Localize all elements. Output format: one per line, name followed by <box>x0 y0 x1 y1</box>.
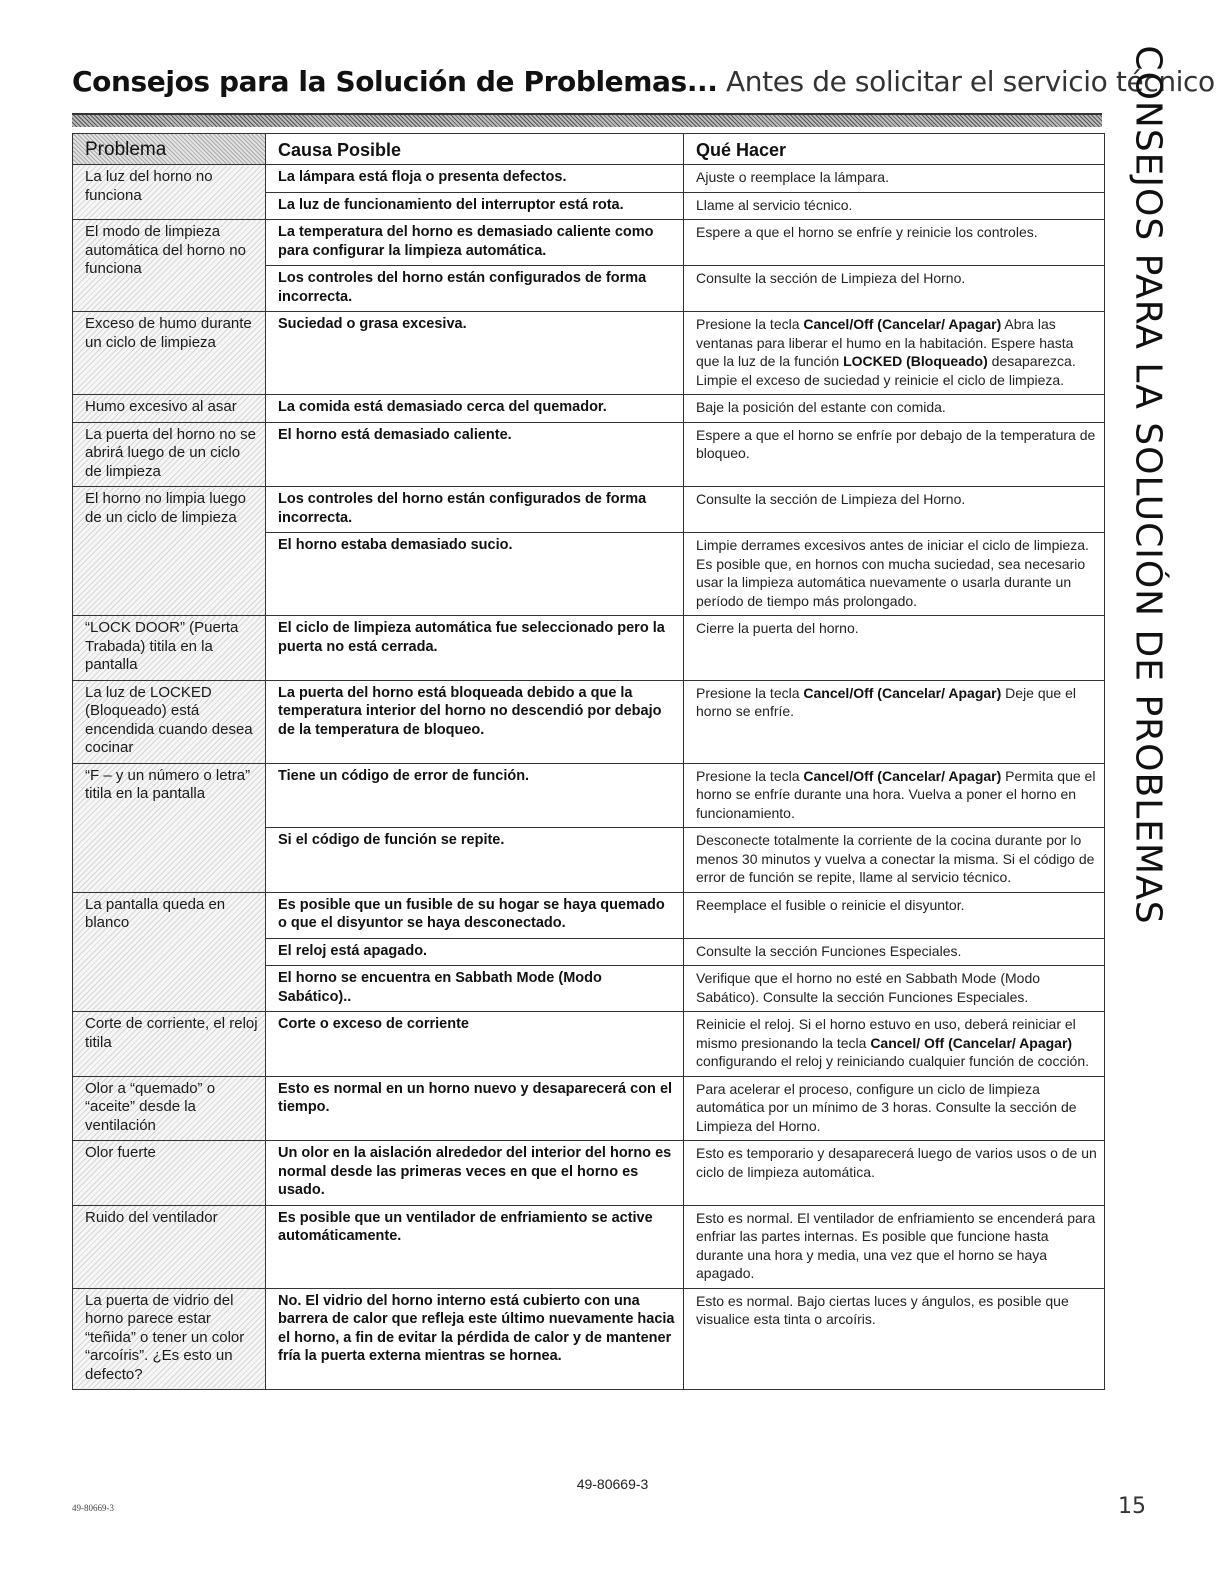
fix-text: Consulte la sección de Limpieza del Horno. <box>696 270 966 286</box>
fix-key-label: LOCKED (Bloqueado) <box>843 353 988 369</box>
problem-cell: “LOCK DOOR” (Puerta Trabada) titila en la pantalla <box>73 616 266 681</box>
side-tab <box>1118 45 1178 925</box>
doc-number: 49-80669-3 <box>576 1476 649 1492</box>
cause-cell: El reloj está apagado. <box>266 938 684 966</box>
fix-text: Esto es temporario y desaparecerá luego de varios usos o de un ciclo de limpieza automática. <box>696 1145 1097 1180</box>
cause-cell: La temperatura del horno es demasiado caliente como para configurar la limpieza automática. <box>266 220 684 266</box>
page-number: 15 <box>1118 1494 1146 1519</box>
fix-text: Desconecte totalmente la corriente de la cocina durante por lo menos 30 minutos y vuelva a conectar la misma. Si el código de error de función se repite, llame al servicio técnico. <box>696 832 1095 885</box>
fix-text: Consulte la sección Funciones Especiales. <box>696 942 962 959</box>
cause-cell: Esto es normal en un horno nuevo y desaparecerá con el tiempo. <box>266 1076 684 1141</box>
fix-text: Espere a que el horno se enfríe por debajo de la temperatura de bloqueo. <box>696 426 1096 461</box>
fix-cell <box>684 1141 1105 1206</box>
fix-cell <box>684 1288 1105 1390</box>
table-row <box>73 892 1105 938</box>
problem-cell: La puerta del horno no se abrirá luego de un ciclo de limpieza <box>73 422 266 487</box>
cause-cell: La luz de funcionamiento del interruptor está rota. <box>266 192 684 220</box>
troubleshooting-table <box>72 133 1105 1390</box>
fix-cell <box>684 1012 1105 1077</box>
table-row <box>73 616 1105 681</box>
fix-text: Presione la tecla <box>696 316 804 332</box>
fix-cell <box>684 938 1105 966</box>
cause-cell: Corte o exceso de corriente <box>266 1012 684 1077</box>
table-row <box>73 165 1105 193</box>
problem-cell: Ruido del ventilador <box>73 1205 266 1288</box>
cause-cell: El horno se encuentra en Sabbath Mode (Modo Sabático).. <box>266 966 684 1012</box>
fix-cell <box>684 966 1105 1012</box>
cause-cell: La puerta del horno está bloqueada debido a que la temperatura interior del horno no descendió por debajo de la temperatura de bloqueo. <box>266 680 684 763</box>
problem-cell: La luz del horno no funciona <box>73 165 266 220</box>
cause-cell: Si el código de función se repite. <box>266 828 684 893</box>
fix-text: Reinicie el reloj. Si el horno estuvo en uso, deberá reiniciar el mismo presionando la tecla <box>696 1016 1076 1051</box>
fix-key-label: Cancel/Off (Cancelar/ Apagar) <box>803 767 1002 784</box>
fix-cell <box>684 220 1105 266</box>
fix-cell <box>684 1076 1105 1141</box>
fix-text: Verifique que el horno no esté en Sabbath Mode (Modo Sabático). Consulte la sección Funciones Especiales. <box>696 970 1041 1005</box>
table-row <box>73 1076 1105 1141</box>
table-row <box>73 1012 1105 1077</box>
fix-cell <box>684 312 1105 395</box>
cause-cell: La comida está demasiado cerca del quemador. <box>266 395 684 423</box>
fix-key-label: Cancel/Off (Cancelar/ Apagar) <box>803 316 1002 332</box>
table-row <box>73 312 1105 395</box>
problem-cell: Corte de corriente, el reloj titila <box>73 1012 266 1077</box>
fix-text: Espere a que el horno se enfríe y reinicie los controles. <box>696 224 1038 240</box>
header-problem: Problema <box>73 134 266 165</box>
fix-cell <box>684 192 1105 220</box>
fix-key-label: Cancel/Off (Cancelar/ Apagar) <box>803 684 1002 701</box>
table-header-row <box>73 134 1105 165</box>
fix-cell <box>684 763 1105 828</box>
problem-cell: El horno no limpia luego de un ciclo de limpieza <box>73 487 266 616</box>
cause-cell: Es posible que un ventilador de enfriamiento se active automáticamente. <box>266 1205 684 1288</box>
fix-cell <box>684 165 1105 193</box>
page-title-bold: Consejos para la Solución de Problemas... <box>72 65 718 98</box>
fix-text: Consulte la sección de Limpieza del Horno. <box>696 491 966 507</box>
table-body <box>73 165 1105 1390</box>
fix-text: Esto es normal. Bajo ciertas luces y ángulos, es posible que visualice esta tinta o arcoíris. <box>696 1292 1069 1327</box>
title-divider-bar <box>72 113 1102 127</box>
problem-cell: “F – y un número o letra” titila en la pantalla <box>73 763 266 892</box>
fix-text: Esto es normal. El ventilador de enfriamiento se encenderá para enfriar las partes internas. Es posible que funcione hasta durante una hora y media, una vez que el horno se haya apagado. <box>696 1209 1096 1281</box>
fix-text: Reemplace el fusible o reinicie el disyuntor. <box>696 896 965 913</box>
page-title-subtitle: Antes de solicitar el servicio técnico <box>717 65 1215 98</box>
cause-cell: El horno estaba demasiado sucio. <box>266 533 684 616</box>
cause-cell: Los controles del horno están configurados de forma incorrecta. <box>266 266 684 312</box>
fix-text: Para acelerar el proceso, configure un ciclo de limpieza automática por un mínimo de 3 horas. Consulte la sección de Limpieza del Horno. <box>696 1080 1077 1134</box>
fix-text: Presione la tecla <box>696 684 804 701</box>
fix-text: Abra las ventanas para liberar el humo en la habitación. Espere hasta que la luz de la función <box>696 316 1074 369</box>
cause-cell: No. El vidrio del horno interno está cubierto con una barrera de calor que refleja este último nuevamente hacia el horno, a fin de evitar la pérdida de calor y de mantener fría la puerta externa mientras se hornea. <box>266 1288 684 1390</box>
cause-cell: La lámpara está floja o presenta defectos. <box>266 165 684 193</box>
side-tab-label: CONSEJOS PARA LA SOLUCIÓN DE PROBLEMAS <box>1127 45 1169 925</box>
fix-cell <box>684 680 1105 763</box>
fix-cell <box>684 616 1105 681</box>
fix-text: desaparezca. Limpie el exceso de suciedad y reinicie el ciclo de limpieza. <box>696 353 1076 388</box>
cause-cell: Los controles del horno están configurados de forma incorrecta. <box>266 487 684 533</box>
fix-cell <box>684 533 1105 616</box>
table-row <box>73 1288 1105 1390</box>
problem-cell: Humo excesivo al asar <box>73 395 266 423</box>
problem-cell: El modo de limpieza automática del horno no funciona <box>73 220 266 312</box>
header-cause: Causa Posible <box>266 134 684 165</box>
problem-cell: Exceso de humo durante un ciclo de limpieza <box>73 312 266 395</box>
fix-cell <box>684 828 1105 893</box>
fix-text: Presione la tecla <box>696 767 804 784</box>
fix-text: Ajuste o reemplace la lámpara. <box>696 169 889 185</box>
fix-text: Cierre la puerta del horno. <box>696 620 859 636</box>
table-row <box>73 220 1105 266</box>
fix-text: Baje la posición del estante con comida. <box>696 399 946 415</box>
table-row <box>73 487 1105 533</box>
fix-text: configurando el reloj y reiniciando cualquier función de cocción. <box>696 1053 1090 1069</box>
table-row <box>73 422 1105 487</box>
cause-cell: Suciedad o grasa excesiva. <box>266 312 684 395</box>
table-row <box>73 395 1105 423</box>
fix-cell <box>684 266 1105 312</box>
fix-cell <box>684 422 1105 487</box>
cause-cell: El horno está demasiado caliente. <box>266 422 684 487</box>
doc-number-small: 49-80669-3 <box>72 1503 114 1513</box>
header-fix: Qué Hacer <box>684 134 1105 165</box>
cause-cell: El ciclo de limpieza automática fue seleccionado pero la puerta no está cerrada. <box>266 616 684 681</box>
problem-cell: Olor fuerte <box>73 1141 266 1206</box>
table-row <box>73 680 1105 763</box>
fix-text: Permita que el horno se enfríe durante una hora. Vuelva a poner el horno en funcionamiento. <box>696 767 1096 821</box>
fix-cell <box>684 892 1105 938</box>
fix-cell <box>684 1205 1105 1288</box>
table-row <box>73 1205 1105 1288</box>
fix-cell <box>684 487 1105 533</box>
fix-key-label: Cancel/ Off (Cancelar/ Apagar) <box>870 1034 1073 1051</box>
cause-cell: Un olor en la aislación alrededor del interior del horno es normal desde las primeras veces en que el horno es usado. <box>266 1141 684 1206</box>
cause-cell: Tiene un código de error de función. <box>266 763 684 828</box>
problem-cell: La pantalla queda en blanco <box>73 892 266 1012</box>
table-row <box>73 1141 1105 1206</box>
fix-text: Llame al servicio técnico. <box>696 196 853 213</box>
problem-cell: Olor a “quemado” o “aceite” desde la ventilación <box>73 1076 266 1141</box>
fix-text: Deje que el horno se enfríe. <box>696 684 1076 719</box>
page-title <box>72 62 1215 102</box>
table-row <box>73 763 1105 828</box>
fix-text: Limpie derrames excesivos antes de iniciar el ciclo de limpieza. Es posible que, en hornos con mucha suciedad, sea necesario usar la limpieza automática nuevamente o usarla durante un período de tiempo más prolongado. <box>696 537 1089 609</box>
problem-cell: La puerta de vidrio del horno parece estar “teñida” o tener un color “arcoíris”. ¿Es esto un defecto? <box>73 1288 266 1390</box>
problem-cell: La luz de LOCKED (Bloqueado) está encendida cuando desea cocinar <box>73 680 266 763</box>
fix-cell <box>684 395 1105 423</box>
cause-cell: Es posible que un fusible de su hogar se haya quemado o que el disyuntor se haya desconectado. <box>266 892 684 938</box>
